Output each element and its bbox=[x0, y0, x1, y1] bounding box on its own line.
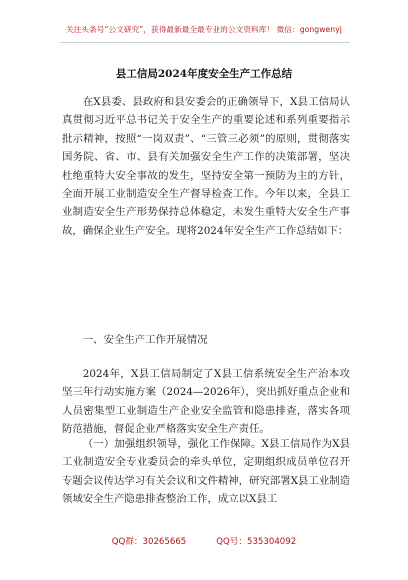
intro-paragraph: 在X县委、县政府和县安委会的正确领导下，X县工信局认真贯彻习近平总书记关于安全生产的重要论述和系列重要指示批示精神，按照“一岗双责”、“三管三必须”的原则，贯彻落实国务院、省、市、县有关加强安全生产工作的决策部署，坚决杜绝重特大安全事故的发生，坚持安全第一预防为主的方针，全面开展工业制造安全生产督导检查工作。今年以来，全县工业制造安全生产形势保持总体稳定，未发生重特大安全生产事故，确保企业生产安全。现将2024年安全生产工作总结如下： bbox=[62, 96, 350, 237]
section-paragraph: 2024年，X县工信局制定了X县工信系统安全生产治本攻坚三年行动实施方案（2024—2026年），突出抓好重点企业和人员密集型工业制造生产企业安全监管和隐患排查，落实各项防范措施，督促企业严格落实安全生产责任。 bbox=[62, 368, 350, 436]
header-banner: 关注头条号“公文研究”，获得最新最全最专业的公文资料库！ 微信：gongwenyj bbox=[66, 25, 342, 34]
header-divider bbox=[60, 42, 350, 43]
footer-qq-number: QQ号：535304092 bbox=[216, 537, 297, 547]
section-paragraph-block-1 bbox=[62, 365, 350, 439]
footer-contact bbox=[0, 535, 408, 547]
document-title: 县工信局2024年度安全生产工作总结 bbox=[115, 68, 293, 80]
intro-paragraph-block bbox=[62, 93, 350, 240]
section-heading: 一、安全生产工作开展情况 bbox=[82, 334, 208, 346]
footer-qq-group: QQ群：30265665 bbox=[111, 537, 187, 547]
section-paragraph-block-2 bbox=[62, 435, 350, 509]
section-paragraph: （一）加强组织领导，强化工作保障。X县工信局作为X县工业制造安全专业委员会的牵头单位，定期组织成员单位召开专题会议传达学习有关会议和文件精神，研究部署X县工业制造领域安全生产隐患排查整治工作，成立以X县工 bbox=[62, 438, 350, 506]
